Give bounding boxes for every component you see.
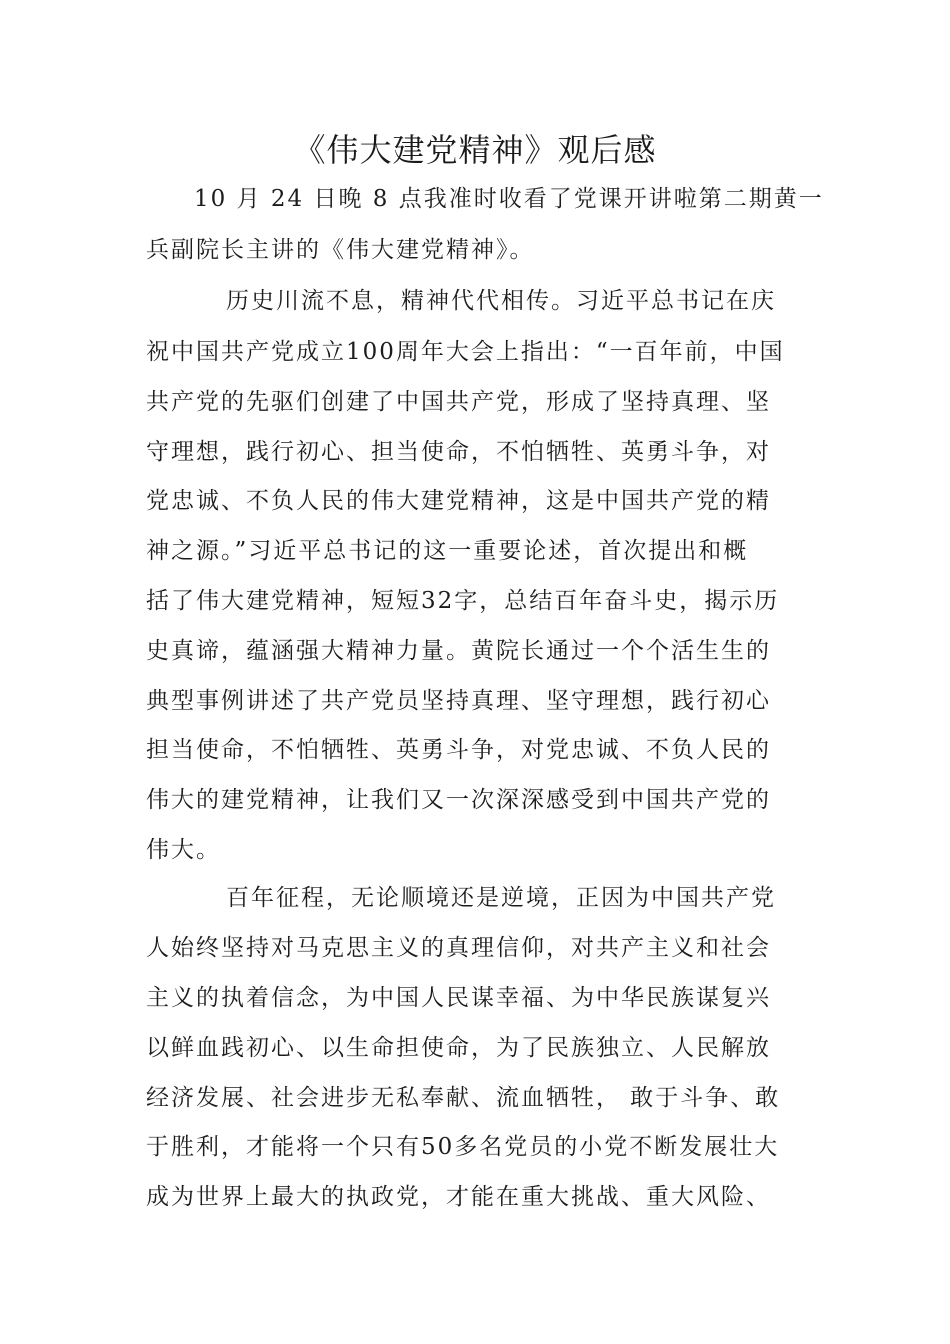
- paragraph-line: 于胜利，才能将一个只有50多名党员的小党不断发展壮大: [146, 1134, 780, 1160]
- paragraph-line: 历史川流不息，精神代代相传。习近平总书记在庆: [226, 288, 776, 314]
- paragraph-line: 担当使命，不怕牺牲、英勇斗争，对党忠诚、不负人民的: [146, 737, 771, 763]
- paragraph-line: 祝中国共产党成立100周年大会上指出：“一百年前，中国: [146, 339, 785, 365]
- paragraph-line: 兵副院长主讲的《伟大建党精神》。: [146, 237, 535, 263]
- paragraph-line: 人始终坚持对马克思主义的真理信仰，对共产主义和社会: [146, 935, 771, 961]
- paragraph-line: 守理想，践行初心、担当使命，不怕牺牲、英勇斗争，对: [146, 439, 771, 465]
- document-title: 《伟大建党精神》观后感: [293, 131, 657, 169]
- paragraph-line: 典型事例讲述了共产党员坚持真理、坚守理想，践行初心: [146, 688, 771, 714]
- paragraph-line: 括了伟大建党精神，短短32字，总结百年奋斗史，揭示历: [146, 588, 780, 614]
- paragraph-line: 伟大。: [146, 837, 221, 863]
- paragraph-line: 以鲜血践初心、以生命担使命，为了民族独立、人民解放: [146, 1035, 771, 1061]
- paragraph-line: 伟大的建党精神，让我们又一次深深感受到中国共产党的: [146, 787, 771, 813]
- paragraph-line: 主义的执着信念，为中国人民谋幸福、为中华民族谋复兴: [146, 985, 771, 1011]
- paragraph-line: 百年征程，无论顺境还是逆境，正因为中国共产党: [226, 885, 776, 911]
- paragraph-line: 成为世界上最大的执政党，才能在重大挑战、重大风险、: [146, 1184, 771, 1210]
- paragraph-line: 史真谛，蕴涵强大精神力量。黄院长通过一个个活生生的: [146, 638, 771, 664]
- paragraph-line: 党忠诚、不负人民的伟大建党精神，这是中国共产党的精: [146, 488, 771, 514]
- paragraph-line: 共产党的先驱们创建了中国共产党，形成了坚持真理、坚: [146, 389, 771, 415]
- paragraph-line: 10 月 24 日晚 8 点我准时收看了党课开讲啦第二期黄一: [194, 186, 824, 212]
- paragraph-line: 经济发展、社会进步无私奉献、流血牺牲， 敢于斗争、敢: [146, 1085, 781, 1111]
- paragraph-line: 神之源。”习近平总书记的这一重要论述，首次提出和概: [146, 538, 749, 564]
